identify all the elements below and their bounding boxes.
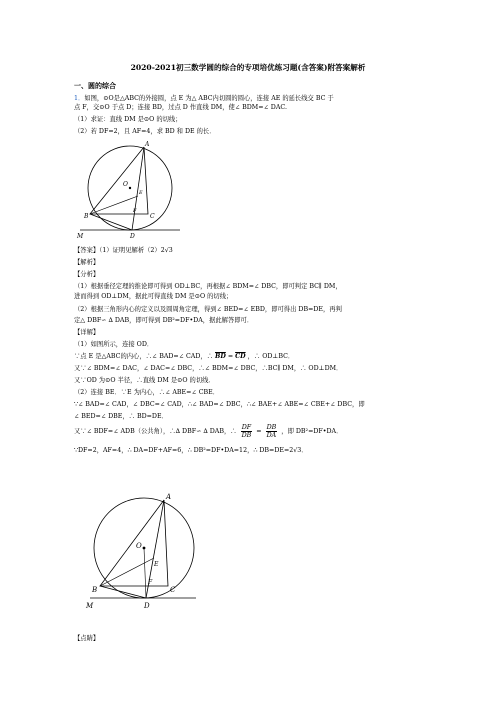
detail-9-radical: √3 — [293, 447, 302, 454]
answer-line — [74, 246, 173, 255]
label-d-2: D — [144, 602, 150, 610]
fraction-2-num: DB — [266, 424, 277, 431]
center-o-2 — [143, 547, 146, 550]
fraction-df-db — [241, 424, 253, 439]
geometry-figure-1 — [76, 138, 186, 240]
subquestion-1: （1）求证：直线 DM 是⊙O 的切线； — [74, 116, 182, 123]
label-m-2: M — [86, 602, 94, 610]
detail-9-end: ． — [301, 447, 308, 454]
label-c: C — [150, 213, 155, 220]
fraction-1-den: DB — [241, 432, 252, 439]
fraction-equals: = — [256, 428, 262, 435]
detail-line-1: （1）如图所示，连接 OD． — [74, 341, 154, 348]
line-od-2 — [144, 548, 146, 598]
fenxi-line-1b: 进而得到 OD⊥DM，据此可得直线 DM 是⊙O 的切线； — [74, 293, 233, 300]
label-m: M — [77, 233, 84, 240]
label-b-2: B — [92, 586, 98, 594]
detail-line-3: 又∵∠ BDM=∠ DAC，∠ DAC=∠ DBC，∴∠ BDM=∠ DBC，∴BC∥ DM，∴ OD⊥DM． — [74, 365, 343, 372]
detail-line-4: 又∵OD 为⊙O 半径，∴直线 DM 是⊙O 的切线． — [74, 377, 215, 384]
section-heading: 一、圆的综合 — [74, 81, 116, 90]
line-bd-2 — [100, 586, 146, 598]
detail-line-5: （2）连接 BE．∵E 为内心，∴∠ ABE=∠ CBE． — [74, 389, 220, 396]
label-e-2: E — [154, 561, 159, 568]
label-b: B — [84, 213, 89, 220]
detail-2-tail: ，∴ OD⊥BC． — [247, 353, 295, 360]
label-f: F — [133, 208, 137, 214]
fenxi-line-1: （1）根据垂径定理的推论即可得到 OD⊥BC，再根据∠ BDM=∠ DBC，即可判定 BC∥ DM， — [74, 283, 342, 290]
detail-line-8 — [74, 424, 342, 440]
fraction-2-den: DA — [266, 432, 277, 439]
detail-line-9 — [74, 446, 308, 455]
label-c-2: C — [170, 586, 176, 594]
subquestion-2: （2）若 DF=2，且 AF=4，求 BD 和 DE 的长． — [74, 128, 216, 135]
answer-radical: √3 — [164, 247, 173, 254]
document-title: 2020-2021初三数学圆的综合的专项培优练习题(含答案)附答案解析 — [130, 63, 366, 72]
label-d: D — [130, 233, 135, 240]
geometry-figure-2 — [84, 462, 200, 622]
line-bd — [90, 214, 132, 230]
detail-2-text: ∵点 E 是△ABC的内心，∴∠ BAD=∠ CAD，∴ — [74, 353, 213, 360]
label-e: E — [139, 190, 143, 196]
fenxi-label: 【分析】 — [74, 271, 100, 278]
label-o-2: O — [136, 542, 142, 550]
problem-line-1 — [74, 94, 334, 103]
arc-equals: = — [227, 353, 234, 360]
fraction-1-num: DF — [241, 424, 252, 431]
label-a: A — [145, 141, 150, 148]
detail-8-post: ，即 DB²=DF•DA． — [281, 428, 343, 435]
answer-label: 【答案】 — [74, 247, 100, 254]
fenxi-line-2: （2）根据三角形内心的定义以及圆周角定理，得到∠ BED=∠ EBD，即可得出 DB=DE，再判 — [74, 306, 342, 313]
problem-number: 1． — [74, 95, 85, 102]
detail-8-pre: 又∵∠ BDF=∠ ADB（公共角），∴∆ DBF∽ ∆ DAB，∴ — [74, 428, 237, 435]
fenxi-line-2b: 定△ DBF∽ ∆ DAB，即可得到 DB²=DF•DA，据此解答即可． — [74, 317, 254, 324]
arc-cd: $\overline{CD}$ — [235, 353, 246, 360]
detail-line-6: ∵∠ BAD=∠ CAD，∠ DBC=∠ CAD，∴∠ BAD=∠ DBC，∴∠ BAE+∠ ABE=∠ CBE+∠ DBC，即 — [74, 401, 365, 408]
answer-text: （1）证明见解析（2）2 — [99, 247, 165, 254]
detail-line-2 — [74, 352, 294, 361]
detail-label: 【详解】 — [74, 329, 100, 336]
label-f-2: F — [148, 579, 153, 586]
line-be-2 — [100, 558, 154, 586]
detail-line-7: ∠ BED=∠ DBE，∴ BD=DE． — [74, 413, 168, 420]
arc-bd: $\overline{BD}$ — [215, 353, 226, 360]
analysis-label: 【解析】 — [74, 259, 100, 266]
triangle-abc-2 — [100, 500, 168, 586]
problem-line-2: 点 F，交⊙O 于点 D；连接 BD，过点 D 作直线 DM，使∠ BDM=∠ DAC. — [74, 104, 287, 111]
label-a-2: A — [166, 493, 172, 501]
center-o — [129, 187, 131, 189]
problem-text-1: 如图，⊙O是△ABC的外接圆，点 E 为△ ABC内切圆的圆心，连接 AE 的延长线交 BC 于 — [84, 95, 334, 102]
dianjing-label: 【点睛】 — [74, 635, 100, 642]
label-o: O — [123, 181, 128, 188]
fraction-db-da — [266, 424, 278, 439]
detail-9-text: ∵DF=2，AF=4，∴ DA=DF+AF=6，∴ DB²=DF•DA=12，∴ DB=DE=2 — [74, 447, 294, 454]
